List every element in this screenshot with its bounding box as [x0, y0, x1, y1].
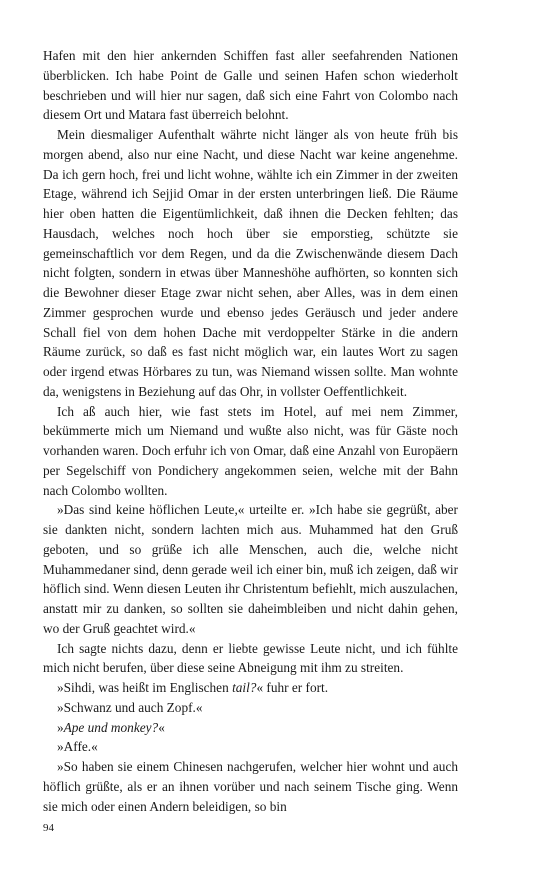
- page-body: [43, 46, 458, 816]
- dialogue-line: »Schwanz und auch Zopf.«: [57, 699, 203, 715]
- italic-term: Ape und monkey?: [63, 719, 159, 735]
- paragraph: »Das sind keine höflichen Leute,« urteilte er. »Ich habe sie gegrüßt, aber sie dankten nicht, sondern lachten mich aus. Muhammed hat den Gruß geboten, und so grüße ich alle Menschen, auch die, welche nicht Muhammedaner sind, denn gerade weil ich einer bin, muß ich zeigen, daß wir höflich sind. Wenn diesen Leuten ihr Christentum befiehlt, mich auszulachen, anstatt mir zu danken, so sollten sie daheimbleiben und nicht dahin gehen, wo der Gruß geachtet wird.«: [43, 502, 458, 636]
- paragraph: »So haben sie einem Chinesen nachgerufen, welcher hier wohnt und auch höflich grüßte, als er an ihnen vorüber und nach seinem Tische ging. Wenn sie mich oder einen Andern beleidigen, so bin: [43, 759, 458, 814]
- dialogue-line: »Ape und monkey?«: [57, 719, 165, 735]
- paragraph: Mein diesmaliger Aufenthalt währte nicht länger als von heute früh bis morgen abend, also nur eine Nacht, und diese Nacht war keine angenehme. Da ich gern hoch, frei und licht wohne, wählte ich ein Zimmer in der zweiten Etage, während ich Sejjid Omar in der ersten unterbringen ließ. Die Räume hier oben hatten die Eigentümlichkeit, daß ihnen die Decken fehlten; das Hausdach, welches noch hoch über sie emporstieg, schützte sie gemeinschaftlich vor dem Regen, und da die Zwischenwände diesem Dach nicht folgten, sondern in etwas über Manneshöhe aufhörten, so konnten sich die Bewohner dieser Etage zwar nicht sehen, aber Alles, was in dem einen Zimmer gesprochen wurde und ebenso jedes Geräusch und jeder andere Schall fiel von dem hohen Dache mit verdoppelter Stärke in die andern Räume zurück, so daß es fast nicht möglich war, ein lautes Wort zu sagen oder irgend etwas Hörbares zu tun, was Niemand wissen sollte. Man wohnte da, wenigstens in Beziehung auf das Ohr, in vollster Oeffentlichkeit.: [43, 127, 458, 399]
- paragraph: Ich sagte nichts dazu, denn er liebte gewisse Leute nicht, und ich fühlte mich nicht berufen, über diese seine Abneigung mit ihm zu streiten.: [43, 640, 458, 676]
- italic-term: tail?: [232, 680, 257, 695]
- paragraph: Hafen mit den hier ankernden Schiffen fast aller seefahrenden Nationen überblicken. Ich habe Point de Galle und seinen Hafen schon wiederholt beschrieben und will hier nur sagen, daß sich eine Fahrt von Colombo nach diesem Ort und Matara fast überreich belohnt.: [43, 48, 458, 123]
- dialogue-line: »Sihdi, was heißt im Englischen tail?« fuhr er fort.: [57, 680, 329, 695]
- dialogue-line: »Affe.«: [57, 739, 98, 755]
- page-number: 94: [43, 822, 54, 834]
- paragraph: Ich aß auch hier, wie fast stets im Hotel, auf mei nem Zimmer, bekümmerte mich um Niemand und wußte also nicht, was für Gäste noch vorhanden waren. Doch erfuhr ich von Omar, daß eine Anzahl von Europäern per Segelschiff von Pondichery angekommen seien, welche mit der Bahn nach Colombo wollten.: [43, 403, 458, 498]
